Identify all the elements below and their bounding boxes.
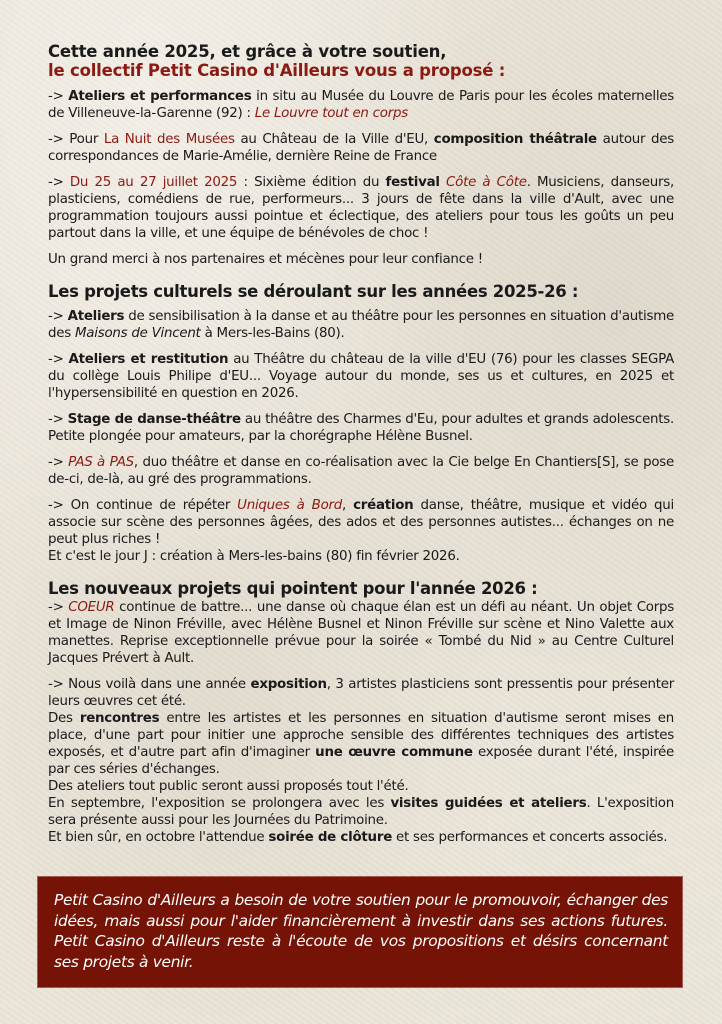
bold-text: Stage de danse-théâtre xyxy=(67,412,241,427)
arrow: -> xyxy=(48,309,64,324)
project-item-coeur xyxy=(48,599,674,667)
italic-text: Maisons de Vincent xyxy=(74,326,201,341)
project-item-pas-a-pas xyxy=(48,454,674,488)
bold-text: création xyxy=(353,498,414,513)
bold-text: composition théâtrale xyxy=(433,132,597,147)
document-body xyxy=(48,42,674,846)
body-text: . Musiciens, danseurs, plasticiens, comédiens de rue, performeurs... 3 jours de fête dans la ville d'Ault, avec une programmation toujours aussi pointue et éclectique, des ateliers pour tous les goûts un peu partout dans la ville, et une équipe de bénévoles de choc ! xyxy=(48,175,674,241)
expo-cloture xyxy=(48,829,674,846)
expo-ateliers: Des ateliers tout public seront aussi proposés tout l'été. xyxy=(48,779,409,794)
thanks-text: Un grand merci à nos partenaires et mécènes pour leur confiance ! xyxy=(48,252,483,267)
bold-text: exposition xyxy=(250,677,327,692)
intro-item-louvre xyxy=(48,88,674,122)
project-title: Uniques à Bord xyxy=(237,498,343,513)
expo-septembre xyxy=(48,795,674,829)
arrow: -> Pour xyxy=(48,132,104,147)
body-text: , 3 artistes plasticiens sont pressentis pour présenter leurs œuvres cet été. xyxy=(48,677,674,709)
body-text: , duo théâtre et danse en co-réalisation avec la Cie belge En Chantiers[S], se pose de-ci, de-là, au gré des programmations. xyxy=(48,455,675,487)
bold-text: une œuvre commune xyxy=(315,745,473,760)
section-title-2026: Les nouveaux projets qui pointent pour l'année 2026 : xyxy=(48,579,538,598)
festival-name: Côte à Côte xyxy=(446,175,527,190)
intro-item-festival xyxy=(48,174,674,242)
bold-text: visites guidées et ateliers xyxy=(390,796,587,811)
project-item-uniques-a-bord xyxy=(48,497,674,548)
arrow: -> On continue de répéter xyxy=(48,498,238,513)
bold-text: Ateliers et performances xyxy=(68,89,252,104)
bold-text: Ateliers et restitution xyxy=(68,352,229,367)
body-text: au théâtre des Charmes d'Eu, pour adultes et grands adolescents. Petite plongée pour amateurs, par la chorégraphe Hélène Busnel. xyxy=(48,412,674,444)
body-text: exposée durant l'été, inspirée par ces séries d'échanges. xyxy=(48,745,675,777)
project-title: COEUR xyxy=(68,600,115,615)
project-item-restitution xyxy=(48,351,674,402)
bold-text: Ateliers xyxy=(67,309,125,324)
section-title-2025-26: Les projets culturels se déroulant sur les années 2025-26 : xyxy=(48,282,579,301)
project-title: Le Louvre tout en corps xyxy=(254,106,408,121)
project-title: PAS à PAS xyxy=(68,455,134,470)
body-text: . L'exposition sera présente aussi pour les Journées du Patrimoine. xyxy=(48,796,674,828)
arrow: -> xyxy=(48,175,64,190)
body-text: -> Nous voilà dans une année xyxy=(48,677,251,692)
arrow: -> xyxy=(48,412,64,427)
body-text: En septembre, l'exposition se prolongera avec les xyxy=(48,796,391,811)
body-text: , xyxy=(342,498,354,513)
support-callout-box xyxy=(37,876,683,988)
body-text: et ses performances et concerts associés. xyxy=(392,830,668,845)
festival-dates: Du 25 au 27 juillet 2025 xyxy=(69,175,238,190)
arrow: -> xyxy=(48,352,64,367)
bold-text: soirée de clôture xyxy=(268,830,393,845)
body-text: entre les artistes et les personnes en situation d'autisme seront mises en place, d'une part pour initier une approche sensible des différentes techniques des artistes exposés, et d'autre part afin d'imaginer xyxy=(48,711,674,760)
body-text: danse, théâtre, musique et vidéo qui associe sur scène des personnes âgées, des ados et des personnes autistes... échanges on ne peut plus riches ! xyxy=(48,498,674,547)
bold-text: rencontres xyxy=(79,711,160,726)
body-text: continue de battre... une danse où chaque élan est un défi au néant. Un objet Corps et Image de Ninon Fréville, avec Hélène Busnel et Ninon Fréville sur scène et Nino Valette aux manettes. Reprise exceptionnelle prévue pour la soirée « Tombé du Nid » au Centre Culturel Jacques Prévert à Ault. xyxy=(48,600,674,666)
body-text: au Château de la Ville d'EU, xyxy=(234,132,434,147)
project-item-jour-j: Et c'est le jour J : création à Mers-les-bains (80) fin février 2026. xyxy=(48,549,460,564)
body-text: in situ au Musée du Louvre de Paris pour les écoles maternelles de Villeneuve-la-Garenne (92) : xyxy=(48,89,674,121)
body-text: Des xyxy=(48,711,80,726)
body-text: à Mers-les-Bains (80). xyxy=(200,326,345,341)
body-text: au Théâtre du château de la ville d'EU (76) pour les classes SEGPA du collège Louis Philipe d'EU... Voyage autour du monde, ses us et cultures, en 2025 et l'hypersensibilité en question en 2026. xyxy=(48,352,674,401)
body-text: de sensibilisation à la danse et au théâtre pour les personnes en situation d'autisme des xyxy=(48,309,674,341)
project-item-ateliers xyxy=(48,308,674,342)
body-text: autour des correspondances de Marie-Amélie, dernière Reine de France xyxy=(48,132,674,164)
bold-text: festival xyxy=(385,175,440,190)
support-callout-text: Petit Casino d'Ailleurs a besoin de votre soutien pour le promouvoir, échanger des idées, mais aussi pour l'aider financièrement à investir dans ses actions futures. Petit Casino d'Ailleurs reste à l'écoute de vos propositions et désirs concernant ses projets à venir. xyxy=(54,891,668,971)
expo-intro xyxy=(48,676,674,710)
project-item-stage xyxy=(48,411,674,445)
highlight-text: La Nuit des Musées xyxy=(103,132,235,147)
intro-item-nuit-musees xyxy=(48,131,674,165)
intro-subtitle: le collectif Petit Casino d'Ailleurs vous a proposé : xyxy=(48,61,506,80)
arrow: -> xyxy=(48,455,64,470)
body-text: Et bien sûr, en octobre l'attendue xyxy=(48,830,269,845)
arrow: -> xyxy=(48,600,64,615)
expo-rencontres xyxy=(48,710,674,778)
arrow: -> xyxy=(48,89,64,104)
body-text: : Sixième édition du xyxy=(237,175,386,190)
intro-title: Cette année 2025, et grâce à votre soutien, xyxy=(48,42,447,61)
